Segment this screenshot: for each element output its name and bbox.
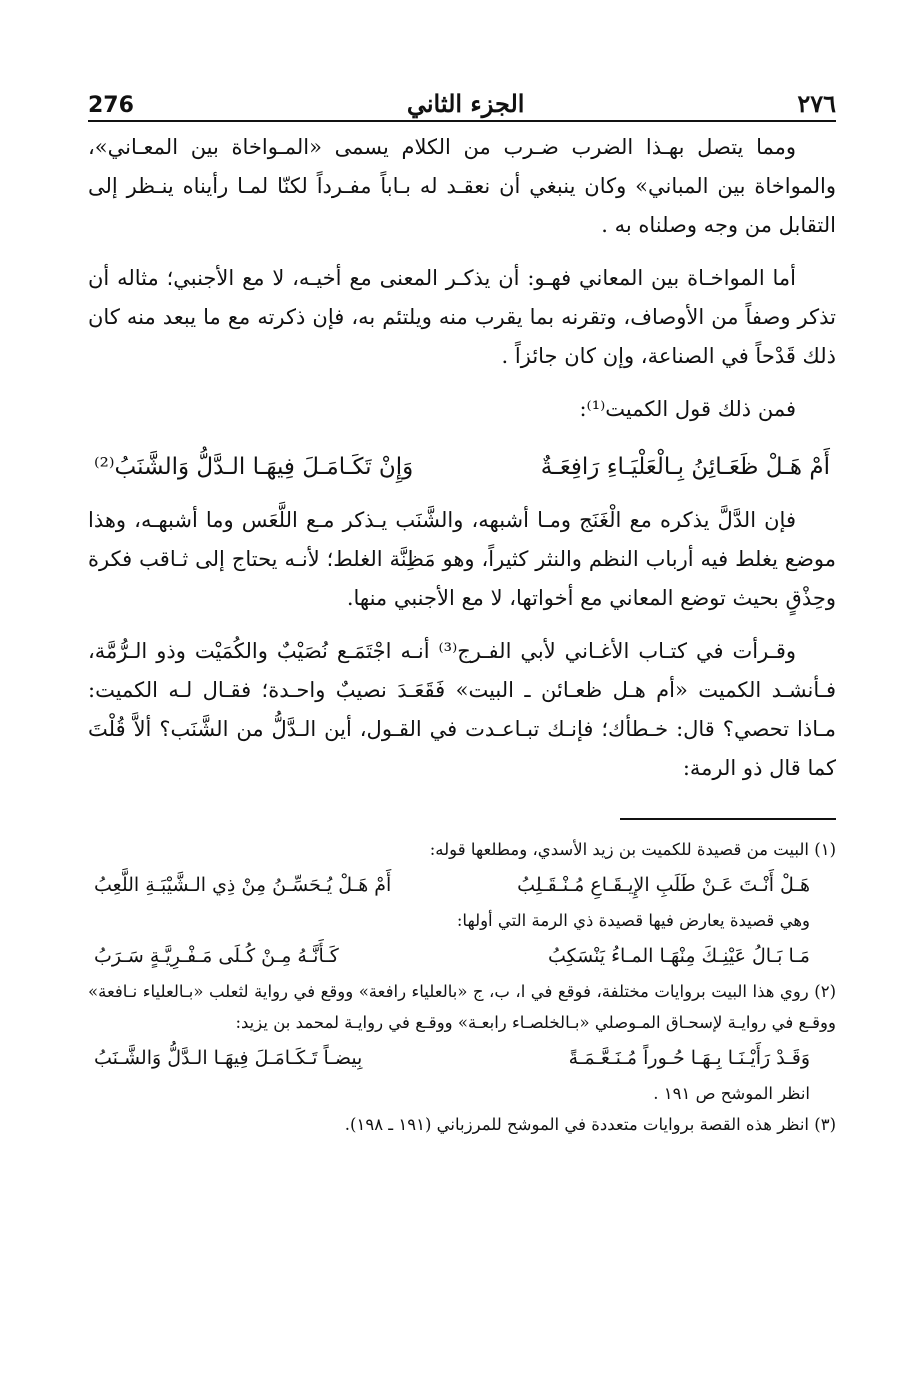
- footnote-1-verse-a: هَـلْ أَنْـتَ عَـنْ طَلَبِ الإِيـقَـاعِ مُـنْـقَـلِبُ: [517, 874, 810, 896]
- footnote-1-verse: [88, 865, 836, 905]
- footnote-1-verse-b: أَمْ هَـلْ يُـحَسِّـنُ مِنْ ذِي الـشَّيْبَـةِ اللَّعِبُ: [94, 874, 392, 896]
- footnote-3: (٣) انظر هذه القصة بروايات متعددة في الموشح للمرزباني (١٩١ ـ ١٩٨).: [344, 1115, 836, 1134]
- footnote-2: (٢) روي هذا البيت بروايات مختلفة، فوقع في ا، ب، ج «بالعلياء رافعة» ووقع في رواية لثعلب «بـالعلياء نـافعة» ووقـع في روايـة لإسحـاق المـوصلي «بـالخلصـاء رابعـة» ووقـع في روايـة لمحمد بن يزيد:: [88, 982, 836, 1032]
- book-page: [88, 78, 836, 1140]
- main-text: [88, 128, 836, 788]
- verse-second-hemistich: وَإِنْ تَكَـامَـلَ فِيهَـا الـدَّلُّ وَالشَّنَبُ⁽²⁾: [94, 454, 414, 480]
- footnote-separator: [620, 818, 836, 820]
- footnotes: [88, 834, 836, 1140]
- footnote-1-verse-2-a: مَـا بَـالُ عَيْنِـكَ مِنْهَـا المـاءُ يَنْسَكِبُ: [547, 945, 810, 967]
- running-title: الجزء الثاني: [406, 89, 525, 118]
- footnote-1-intro: (١) البيت من قصيدة للكميت بن زيد الأسدي، ومطلعها قوله:: [429, 840, 836, 859]
- footnote-2-reference: انظر الموشح ص ١٩١ .: [653, 1084, 810, 1103]
- verse-first-hemistich: أَمْ هَـلْ ظَعَـائِنُ بِـالْعَلْيَـاءِ رَافِعَـةٌ: [540, 454, 830, 480]
- paragraph-3: فمن ذلك قول الكميت⁽¹⁾:: [579, 397, 796, 421]
- paragraph-4: فإن الدَّلَّ يذكره مع الْغَنَج ومـا أشبهه، والشَّنَب يـذكر مـع اللَّعَس وما أشبهـه، وهذا موضع يغلط فيه أرباب النظم والنثر كثيراً، وهو مَظِنَّة الغلط؛ لأنـه يحتاج إلى ثـاقب فكرة وحِذْقٍ بحيث توضع المعاني مع أخواتها، لا مع الأجنبي منها.: [88, 508, 836, 610]
- footnote-1-verse-2-b: كَـأَنَّـهُ مِـنْ كُـلَى مَـفْـرِيَّـةٍ سَـرَبُ: [94, 945, 339, 967]
- arabic-page-number: ٢٧٦: [797, 89, 836, 118]
- latin-page-number: 276: [88, 93, 134, 118]
- footnote-2-verse-a: وَقَـدْ رَأَيْـنَـا بِـهَـا حُـوراً مُـنَـعَّـمَـةً: [568, 1047, 810, 1069]
- verse-kumayt: [88, 443, 836, 491]
- paragraph-5: وقـرأت في كتـاب الأغـاني لأبي الفـرج⁽³⁾ أنـه اجْتَمَـع نُصَيْبٌ والكُمَيْت وذو الـرُّمَّة، فـأنشـد الكميت «أم هـل ظعـائن ـ البيت» فَقَعَـدَ نصيبٌ واحـدة؛ فقـال لـه الكميت: مـاذا تحصي؟ قال: خـطأك؛ فإنـك تبـاعـدت في القـول، أين الـدَّلُّ من الشَّنَب؟ ألاَّ قُلْتَ كما قال ذو الرمة:: [88, 639, 836, 780]
- footnote-1-verse-2: [88, 936, 836, 976]
- footnote-2-verse: [88, 1038, 836, 1078]
- footnote-1-middle: وهي قصيدة يعارض فيها قصيدة ذي الرمة التي أولها:: [456, 911, 810, 930]
- page-header: [88, 78, 836, 122]
- paragraph-1: ومما يتصل بهـذا الضرب ضـرب من الكلام يسمى «المـواخاة بين المعـاني»، والمواخاة بين المباني» وكان ينبغي أن نعقـد له بـاباً مفـرداً لكنّا لمـا رأيناه ينـظر إلى التقابل من وجه وصلناه به .: [88, 135, 836, 237]
- paragraph-2: أما المواخـاة بين المعاني فهـو: أن يذكـر المعنى مع أخيـه، لا مع الأجنبي؛ مثاله أن تذكر وصفاً من الأوصاف، وتقرنه بما يقرب منه ويلتئم به، فإن ذكرته مع ما يبعد منه كان ذلك قَدْحاً في الصناعة، وإن كان جائزاً .: [88, 266, 836, 368]
- footnote-2-verse-b: بِيضـاً تَـكَـامَـلَ فِيهَـا الـدَّلُّ وَالشَّـنَبُ: [94, 1047, 363, 1069]
